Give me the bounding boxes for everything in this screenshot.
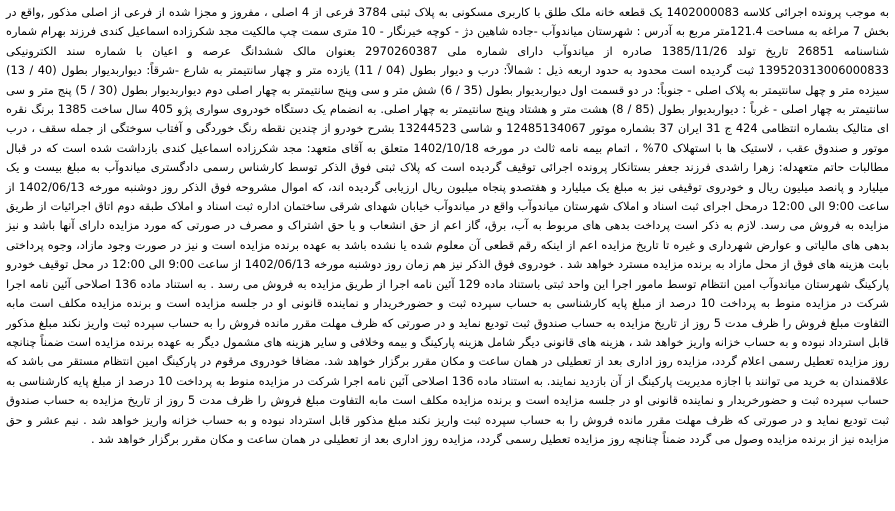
auction-notice-text: به موجب پرونده اجرائی کلاسه 1402000083 یک قطعه خانه ملک طلق با کاربری مسکونی به پلاک ثبتی 3784 فرعی از 4 اصلی ، مفروز و مجزا شده از فرعی از اصلی مذکور ,واقع در بخش 7 مراغه به مساحت 121.4متر مربع به آدرس : شهرستان میاندوآب -جاده شاهین دژ - کوچه خیرنگار - 10 متری سمت چپ مالکیت مجد شکرزاده اسماعیل کندی فرزند بهرام شماره شناسنامه 26851 تاریخ تولد 1385/11/26 صادره از میاندوآب دارای شماره ملی 2970260387 بعنوان مالک ششدانگ عرصه و اعیان با شماره سند الکترونیکی 139520313006000833 ثبت گردیده است محدود به حدود اربعه ذیل : شمالاً: درب و دیوار بطول (04 / 11) یازده متر و چهار سانتیمتر به شارع -شرقاً: دیواربدیوار بطول (40 / 13) سیزده متر و چهل سانتیمتر به پلاک اصلی - جنوباً: در دو قسمت اول دیواربدیوار بطول (35 / 6) شش متر و سی وپنج سانتیمتر به چهار اصلی دوم دیواربدیوار بطول (30 / 5) پنج متر و سی سانتیمتر به چهار اصلی - غرباً : دیواربدیوار بطول (85 / 8) هشت متر و هشتاد وپنج سانتیمتر به چهار اصلی. به انضمام یک دستگاه خودروی سواری پژو 405 سال ساخت 1385 برنگ نقره ای متالیک بشماره انتظامی 424 ج 31 ایران 37 بشماره موتور 12485134067 و شاسی 13244523 بشرح خودرو از چندین نقطه رنگ خوردگی و آفتاب سوختگی از جمله سقف ، درب موتور و صندوق عقب ، لاستیک ها با استهلاک 70% ، اتمام بیمه نامه ثالث در مورخه 1402/10/18 متعلق به آقای متعهد: مجد شکرزاده اسماعیل کندی بازداشت شده است که در قبال مطالبات حاتم متعهدله: زهرا راشدی فرزند جعفر بستانکار پرونده اجرائی توقیف گردیده است که پلاک ثبتی فوق الذکر توسط کارشناس رسمی دادگستری میاندوآب به مبلغ بیست و یک میلیارد و پانصد میلیون ریال و خودروی توقیفی نیز به مبلغ یک میلیارد و هفتصدو پنجاه میلیون ریال ارزیابی گردیده اند، که اموال مشروحه فوق الذکر روز دوشنبه مورخه 1402/06/13 از ساعت 9:00 الی 12:00 درمحل اجرای ثبت اسناد و املاک شهرستان میاندوآب واقع در میاندوآب خیابان شهدای شرقی ساختمان اداره ثبت اسناد و املاک طبقه دوم اتاق اجرائیات از طریق مزایده به فروش می رسد. لازم به ذکر است پرداخت بدهی های مربوط به آب، برق، گاز اعم از حق انشعاب و یا حق اشتراک و مصرف در صورتی که مورد مزایده دارای آنها باشد و نیز بدهی های مالیاتی و عوارض شهرداری و غیره تا تاریخ مزایده اعم از اینکه رقم قطعی آن معلوم شده یا نشده باشد به عهده برنده مزایده است و نیز در صورت وجود مازاد، وجوه پرداختی بابت هزینه های فوق از محل مازاد به برنده مزایده مسترد خواهد شد . خودروی فوق الذکر نیز هم زمان روز دوشنبه مورخه 1402/06/13 از ساعت 9:00 الی 12:00 در محل توقیف خودرو پارکینگ شهرستان میاندوآب امین انتظام توسط مامور اجرا این واحد ثبتی باستناد ماده 129 آئین نامه اجرا از طریق مزایده به فروش می رسد . به استناد ماده 136 اصلاحی آئین نامه اجرا شرکت در مزایده منوط به پرداخت 10 درصد از مبلغ پایه کارشناسی به حساب سپرده ثبت و حضورخریدار و نماینده قانونی او در جلسه مزایده است و برنده مزایده مکلف است مابه التفاوت مبلغ فروش را ظرف مدت 5 روز از تاریخ مزایده به حساب صندوق ثبت تودیع نماید و در صورتی که ظرف مهلت مقرر مانده فروش را به حساب سپرده ثبت واریز نکند مبلغ مذکور قابل استرداد نبوده و به حساب خزانه واریز خواهد شد ، هزینه های قانونی دیگر شامل هزینه پارکینگ و بیمه وخلافی و سایر هزینه های مشمول دیگر به عهده برنده مزایده است ضمناً چنانچه روز مزایده تعطیل رسمی اعلام گردد، مزایده روز اداری بعد از تعطیلی در همان ساعت و مکان مقرر برگزار خواهد شد. مضافا خودروی مرقوم در پارکینگ امین انتظام مستقر می باشد که علاقمندان به خرید می توانند با اجازه مدیریت پارکینگ از آن بازدید نمایند. به استناد ماده 136 اصلاحی آئین نامه اجرا شرکت در مزایده منوط به پرداخت 10 درصد از مبلغ پایه کارشناسی به حساب سپرده ثبت و حضورخریدار و نماینده قانونی او در جلسه مزایده است و برنده مزایده مکلف است مابه التفاوت مبلغ فروش را ظرف مدت 5 روز از تاریخ مزایده به حساب صندوق ثبت تودیع نماید و در صورتی که ظرف مهلت مقرر مانده فروش را به حساب سپرده ثبت واریز نکند مبلغ مذکور قابل استرداد نبوده و به حساب خزانه واریز خواهد شد . نیم عشر و حق مزایده نیز از برنده مزایده وصول می گردد ضمناً چنانچه روز مزایده تعطیل رسمی گردد، مزایده روز اداری بعد از تعطیلی در همان ساعت و مکان مقرر برگزار خواهد شد . — [6, 5, 890, 446]
